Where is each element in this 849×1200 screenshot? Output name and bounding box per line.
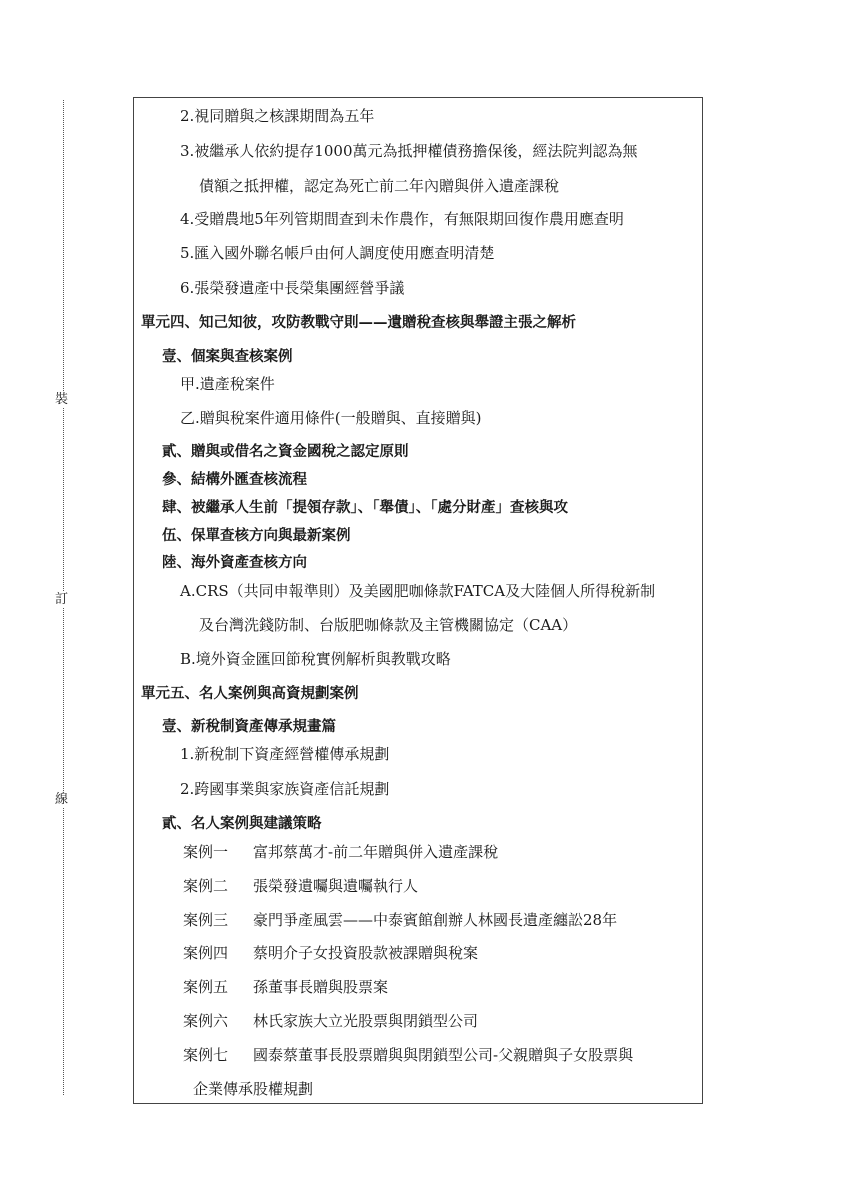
case-label: 案例六 (183, 1012, 229, 1030)
unit-5-section-2-heading: 貳、名人案例與建議策略 (162, 816, 322, 832)
item-2: 2.視同贈與之核課期間為五年 (180, 107, 375, 125)
section-2-heading: 貳、贈與或借名之資金國稅之認定原則 (162, 444, 409, 460)
case-label: 案例七 (183, 1046, 229, 1064)
section-5-heading: 伍、保單查核方向與最新案例 (162, 528, 351, 544)
case-label: 案例三 (183, 911, 229, 929)
section-4-heading: 肆、被繼承人生前「提領存款」、「舉債」、「處分財產」查核與攻 (162, 500, 568, 516)
unit-4-heading: 單元四、知己知彼，攻防教戰守則——遺贈稅查核與舉證主張之解析 (141, 315, 576, 331)
case-7-continued: 企業傳承股權規劃 (193, 1080, 314, 1098)
section-6-heading: 陸、海外資產查核方向 (162, 555, 307, 571)
case-text: 張榮發遺囑與遺囑執行人 (253, 877, 419, 895)
case-label: 案例一 (183, 843, 229, 861)
case-item (183, 876, 418, 896)
case-text: 孫董事長贈與股票案 (253, 978, 389, 996)
case-text: 林氏家族大立光股票與閉鎖型公司 (253, 1012, 479, 1030)
unit-5-section-1-heading: 壹、新稅制資產傳承規畫篇 (162, 719, 336, 735)
binding-mark-ding: 訂 (55, 592, 69, 607)
item-5: 5.匯入國外聯名帳戶由何人調度使用應查明清楚 (180, 244, 495, 262)
case-text: 富邦蔡萬才-前二年贈與併入遺產課稅 (253, 843, 499, 861)
unit-5-heading: 單元五、名人案例與高資規劃案例 (141, 686, 359, 702)
case-item (183, 842, 498, 862)
item-3-continued: 債額之抵押權，認定為死亡前二年內贈與併入遺產課稅 (199, 177, 560, 195)
planning-item-1: 1.新稅制下資產經營權傳承規劃 (180, 745, 390, 763)
case-text: 蔡明介子女投資股款被課贈與稅案 (253, 944, 479, 962)
sub-item-a: A.CRS（共同申報準則）及美國肥咖條款FATCA及大陸個人所得稅新制 (180, 582, 656, 600)
case-item (183, 1011, 478, 1031)
item-3: 3.被繼承人依約提存1000萬元為抵押權債務擔保後，經法院判認為無 (180, 142, 638, 160)
binding-mark-xian: 線 (55, 792, 69, 807)
case-item (183, 1045, 633, 1065)
sub-item-b: B.境外資金匯回節稅實例解析與教戰攻略 (180, 650, 451, 668)
case-item (183, 910, 617, 930)
sub-item-jia: 甲.遺產稅案件 (180, 375, 275, 393)
binding-mark-zhuang: 裝 (55, 392, 69, 407)
section-1-heading: 壹、個案與查核案例 (162, 349, 293, 365)
case-label: 案例五 (183, 978, 229, 996)
item-4: 4.受贈農地5年列管期間查到未作農作，有無限期回復作農用應查明 (180, 210, 624, 228)
case-label: 案例二 (183, 877, 229, 895)
case-text: 國泰蔡董事長股票贈與與閉鎖型公司-父親贈與子女股票與 (253, 1046, 634, 1064)
sub-item-yi: 乙.贈與稅案件適用條件(一般贈與、直接贈與) (180, 409, 482, 427)
item-6: 6.張榮發遺產中長榮集團經營爭議 (180, 279, 405, 297)
case-label: 案例四 (183, 944, 229, 962)
case-text: 豪門爭產風雲——中泰賓館創辦人林國長遺產纏訟28年 (253, 911, 618, 929)
sub-item-a-continued: 及台灣洗錢防制、台版肥咖條款及主管機關協定（CAA） (199, 616, 578, 634)
case-item (183, 977, 388, 997)
case-item (183, 943, 478, 963)
planning-item-2: 2.跨國事業與家族資產信託規劃 (180, 780, 390, 798)
section-3-heading: 參、結構外匯查核流程 (162, 472, 307, 488)
